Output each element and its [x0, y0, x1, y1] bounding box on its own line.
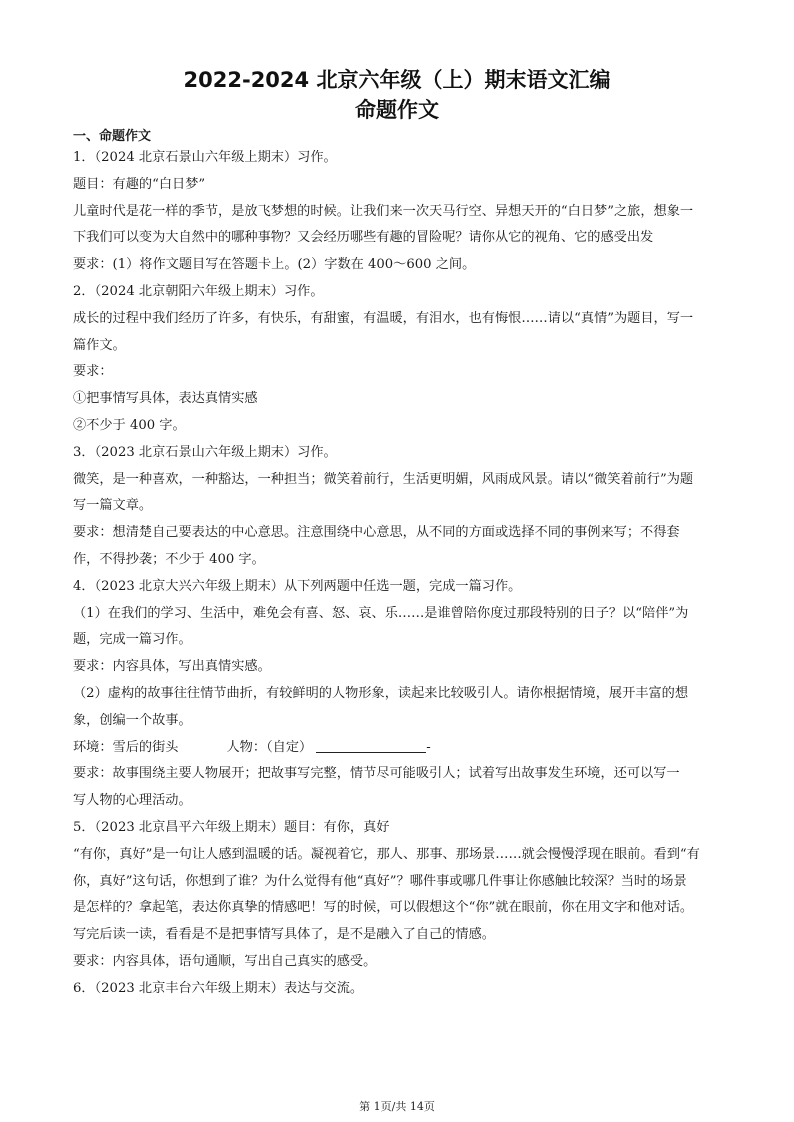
text-line: 是怎样的？拿起笔，表达你真挚的情感吧！写的时候，可以假想这个“你”就在眼前，你在用文字和他对话。	[73, 900, 694, 916]
text-line: ②不少于 400 字。	[73, 417, 186, 433]
environment-label: 环境：雪后的街头	[73, 739, 179, 755]
environment-person-line	[73, 735, 723, 762]
document-title: 2022-2024 北京六年级（上）期末语文汇编	[183, 68, 611, 92]
text-line: 6．（2023 北京丰台六年级上期末）表达与交流。	[73, 980, 364, 996]
text-line: 成长的过程中我们经历了许多，有快乐，有甜蜜，有温暖，有泪水，也有悔恨……请以“真情”为题目，写一	[73, 310, 694, 326]
text-line: 微笑，是一种喜欢，一种豁达，一种担当；微笑着前行，生活更明媚，风雨成风景。请以“微笑着前行”为题	[73, 471, 694, 487]
fill-in-blank	[316, 738, 426, 753]
text-line: （1）在我们的学习、生活中，难免会有喜、怒、哀、乐……是谁曾陪你度过那段特别的日子？以“陪伴”为	[73, 605, 689, 621]
text-line: （2）虚构的故事往往情节曲折，有较鲜明的人物形象，读起来比较吸引人。请你根据情境，展开丰富的想	[73, 685, 689, 701]
text-line: 象，创编一个故事。	[73, 712, 192, 728]
text-line: 写一篇文章。	[73, 498, 153, 514]
text-line: 题，完成一篇习作。	[73, 632, 192, 648]
text-line: 要求：故事围绕主要人物展开；把故事写完整，情节尽可能吸引人；试着写出故事发生环境，还可以写一	[73, 766, 680, 782]
text-line: 题目：有趣的“白日梦”	[73, 176, 206, 192]
text-line: 5．（2023 北京昌平六年级上期末）题目：有你，真好	[73, 819, 390, 835]
document-body	[73, 128, 723, 1003]
text-line: 要求：内容具体，写出真情实感。	[73, 659, 271, 675]
text-line: 写完后读一读，看看是不是把事情写具体了，是不是融入了自己的情感。	[73, 927, 495, 943]
text-line: 儿童时代是花一样的季节，是放飞梦想的时候。让我们来一次天马行空、异想天开的“白日梦”之旅，想象一	[73, 203, 694, 219]
text-line: 要求：	[73, 364, 113, 380]
text-line: “有你，真好”是一句让人感到温暖的话。凝视着它，那人、那事、那场景……就会慢慢浮现在眼前。看到“有	[73, 846, 700, 862]
blank-tail: -	[426, 739, 431, 755]
text-line: 要求：(1）将作文题目写在答题卡上。(2）字数在 400～600 之间。	[73, 257, 476, 273]
text-line: 要求：想清楚自己要表达的中心意思。注意围绕中心意思，从不同的方面或选择不同的事例来写；不得套	[73, 525, 680, 541]
page-footer: 第 1页/共 14页	[359, 1100, 435, 1113]
text-line: 篇作文。	[73, 337, 126, 353]
body-lines-2	[73, 761, 723, 1002]
text-line: 作，不得抄袭；不少于 400 字。	[73, 551, 265, 567]
person-label: 人物：（自定）	[226, 739, 313, 755]
text-line: ①把事情写具体，表达真情实感	[73, 391, 258, 407]
text-line: 要求：内容具体，语句通顺，写出自己真实的感受。	[73, 953, 377, 969]
body-lines-1	[73, 145, 723, 735]
text-line: 1．（2024 北京石景山六年级上期末）习作。	[73, 150, 337, 165]
document-subtitle: 命题作文	[355, 98, 439, 122]
text-line: 你，真好”这句话，你想到了谁？为什么觉得有他“真好”？哪件事或哪几件事让你感触比较深？当时的场景	[73, 873, 687, 889]
text-line: 4．（2023 北京大兴六年级上期末）从下列两题中任选一题，完成一篇习作。	[73, 578, 522, 594]
text-line: 写人物的心理活动。	[73, 793, 192, 809]
text-line: 2．（2024 北京朝阳六年级上期末）习作。	[73, 283, 324, 299]
text-line: 下我们可以变为大自然中的哪种事物？又会经历哪些有趣的冒险呢？请你从它的视角、它的感受出发	[73, 230, 654, 246]
text-line: 3．（2023 北京石景山六年级上期末）习作。	[73, 444, 337, 460]
section-heading: 一、命题作文	[73, 129, 152, 144]
